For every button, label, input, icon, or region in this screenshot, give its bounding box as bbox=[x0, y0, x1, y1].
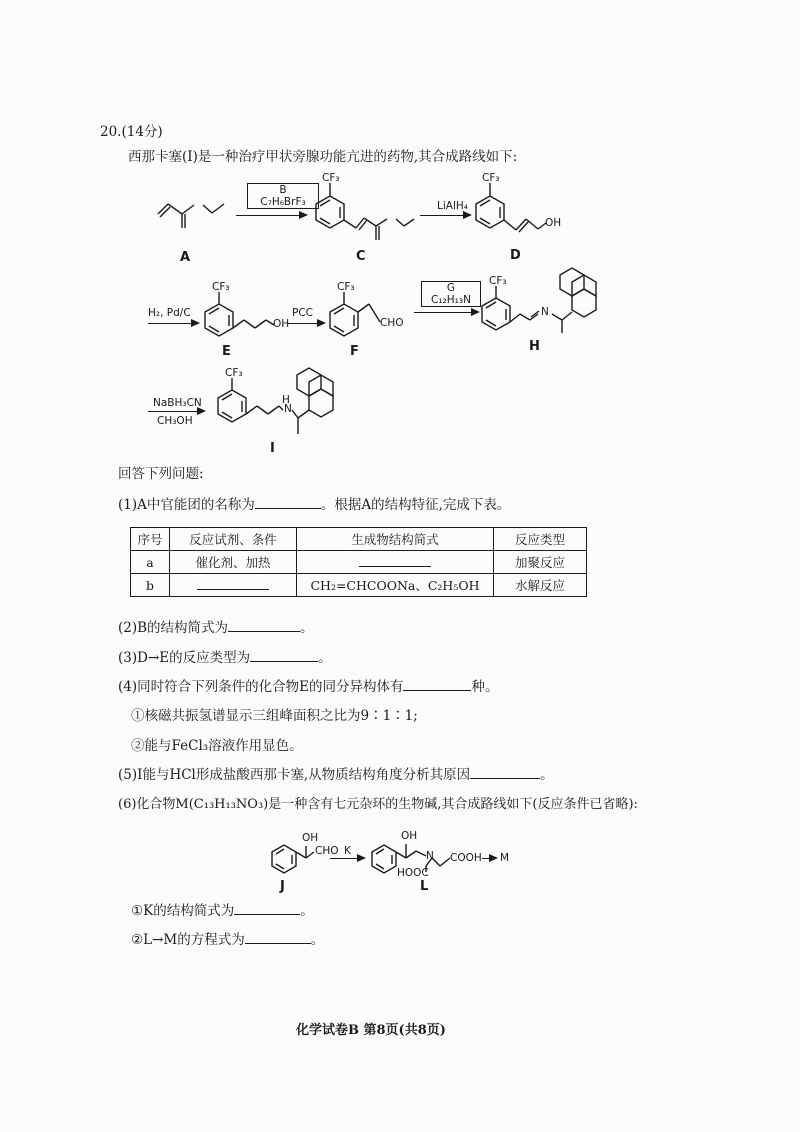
label-l: L bbox=[420, 879, 429, 894]
arrow-f-to-h bbox=[414, 312, 478, 313]
q5-text-a: (5)I能与HCl形成盐酸西那卡塞,从物质结构角度分析其原因 bbox=[118, 767, 471, 783]
reagent-b-box bbox=[247, 183, 319, 209]
h-cf3-group: CF₃ bbox=[489, 275, 507, 287]
table-row bbox=[131, 574, 587, 597]
q5-text-b: 。 bbox=[540, 767, 554, 783]
answer-prompt: 回答下列问题: bbox=[118, 466, 204, 482]
reagent-g-box bbox=[421, 281, 481, 307]
question-number: 20.(14分) bbox=[100, 124, 163, 140]
q6-sub2-text-a: ②L→M的方程式为 bbox=[131, 932, 245, 948]
label-d: D bbox=[510, 248, 521, 263]
i-cf3-group: CF₃ bbox=[225, 367, 243, 379]
q2 bbox=[118, 620, 314, 636]
q6-sub1-answer-blank[interactable] bbox=[234, 914, 300, 915]
arrow-e-to-f bbox=[288, 323, 324, 324]
label-a: A bbox=[180, 250, 191, 265]
q1 bbox=[118, 497, 510, 513]
arrow-l-to-m bbox=[482, 858, 496, 859]
m-label: M bbox=[500, 852, 510, 864]
i-n-atom: N bbox=[284, 403, 292, 415]
q1-answer-blank[interactable] bbox=[255, 508, 321, 509]
q4 bbox=[118, 679, 498, 695]
label-f: F bbox=[350, 344, 359, 359]
table-cell: 催化剂、加热 bbox=[170, 551, 297, 574]
q5 bbox=[118, 767, 554, 783]
question-intro: 西那卡塞(I)是一种治疗甲状旁腺功能亢进的药物,其合成路线如下: bbox=[128, 149, 518, 165]
label-c: C bbox=[356, 249, 366, 264]
l-hooc-group: HOOC bbox=[397, 867, 429, 879]
h-n-atom: N bbox=[541, 306, 549, 318]
j-oh-group: OH bbox=[302, 832, 319, 844]
q1-text-b: 。根据A的结构特征,完成下表。 bbox=[320, 497, 511, 513]
reagent-pcc: PCC bbox=[292, 307, 313, 319]
q3-text-a: (3)D→E的反应类型为 bbox=[118, 650, 251, 666]
f-cf3-group: CF₃ bbox=[337, 281, 355, 293]
table-header: 反应试剂、条件 bbox=[170, 528, 297, 551]
label-j: J bbox=[280, 879, 285, 894]
reagent-h2-pdc: H₂, Pd/C bbox=[148, 307, 191, 319]
q4-answer-blank[interactable] bbox=[403, 690, 471, 691]
reagent-ch3oh: CH₃OH bbox=[157, 415, 193, 427]
table-cell-blank[interactable] bbox=[297, 551, 494, 574]
q4-text-b: 种。 bbox=[471, 679, 499, 695]
q6-sub2-text-b: 。 bbox=[310, 932, 325, 948]
j-cho-group: CHO bbox=[315, 845, 339, 857]
product-answer-blank[interactable] bbox=[359, 566, 431, 567]
table-header: 序号 bbox=[131, 528, 170, 551]
d-cf3-group: CF₃ bbox=[482, 172, 500, 184]
reagent-nabh3cn: NaBH₃CN bbox=[153, 397, 202, 409]
reagent-b-formula: C₇H₆BrF₃ bbox=[260, 196, 306, 208]
arrow-d-to-e bbox=[148, 323, 198, 324]
arrow-j-to-l bbox=[330, 858, 364, 859]
label-i: I bbox=[270, 441, 275, 456]
arrow-a-to-c bbox=[236, 215, 306, 216]
page-footer: 化学试卷B 第8页(共8页) bbox=[296, 1023, 446, 1038]
table-header: 反应类型 bbox=[494, 528, 587, 551]
l-oh-group: OH bbox=[401, 830, 418, 842]
table-cell: a bbox=[131, 551, 170, 574]
table-cell-blank[interactable] bbox=[170, 574, 297, 597]
q2-text-a: (2)B的结构简式为 bbox=[118, 620, 229, 636]
reagent-b-label: B bbox=[279, 184, 287, 196]
q6-sub1-text-b: 。 bbox=[300, 903, 314, 919]
reagent-lialh4: LiAlH₄ bbox=[437, 200, 468, 212]
reagent-k: K bbox=[344, 845, 351, 857]
q6-sub2-answer-blank[interactable] bbox=[245, 943, 311, 944]
reagent-g-formula: C₁₂H₁₃N bbox=[431, 294, 471, 306]
e-oh-group: OH bbox=[273, 318, 290, 330]
table-cell: 加聚反应 bbox=[494, 551, 587, 574]
reagent-g-label: G bbox=[446, 282, 456, 294]
l-cooh-group: COOH bbox=[450, 852, 482, 864]
q5-answer-blank[interactable] bbox=[470, 778, 540, 779]
c-cf3-group: CF₃ bbox=[322, 172, 340, 184]
table-cell: 水解反应 bbox=[494, 574, 587, 597]
table-cell: b bbox=[131, 574, 170, 597]
arrow-c-to-d bbox=[420, 215, 470, 216]
q6-text: (6)化合物M(C₁₃H₁₃NO₃)是一种含有七元杂环的生物碱,其合成路线如下(反应条件已省略): bbox=[118, 797, 638, 812]
conditions-answer-blank[interactable] bbox=[197, 589, 269, 590]
table-header-row bbox=[131, 528, 587, 551]
d-oh-group: OH bbox=[545, 217, 562, 229]
q1-text-a: (1)A中官能团的名称为 bbox=[118, 497, 255, 513]
q4-condition-2: ②能与FeCl₃溶液作用显色。 bbox=[131, 738, 303, 754]
l-n-atom: N bbox=[426, 850, 434, 862]
q4-text-a: (4)同时符合下列条件的化合物E的同分异构体有 bbox=[118, 679, 404, 695]
reaction-table bbox=[130, 527, 587, 597]
f-cho-group: CHO bbox=[380, 317, 404, 329]
e-cf3-group: CF₃ bbox=[212, 281, 230, 293]
q4-condition-1: ①核磁共振氢谱显示三组峰面积之比为9∶1∶1; bbox=[131, 708, 418, 724]
table-row bbox=[131, 551, 587, 574]
q3 bbox=[118, 650, 332, 666]
q2-answer-blank[interactable] bbox=[228, 631, 300, 632]
q6-sub2 bbox=[131, 932, 324, 948]
q2-text-b: 。 bbox=[300, 620, 314, 636]
label-e: E bbox=[222, 344, 231, 359]
q6-sub1 bbox=[131, 903, 314, 919]
q3-answer-blank[interactable] bbox=[250, 661, 318, 662]
label-h: H bbox=[529, 339, 540, 354]
arrow-h-to-i bbox=[148, 411, 204, 412]
i-h-atom: H bbox=[282, 394, 290, 406]
q3-text-b: 。 bbox=[318, 650, 332, 666]
q6-sub1-text-a: ①K的结构简式为 bbox=[131, 903, 235, 919]
table-cell: CH₂=CHCOONa、C₂H₅OH bbox=[297, 574, 494, 597]
table-header: 生成物结构简式 bbox=[297, 528, 494, 551]
